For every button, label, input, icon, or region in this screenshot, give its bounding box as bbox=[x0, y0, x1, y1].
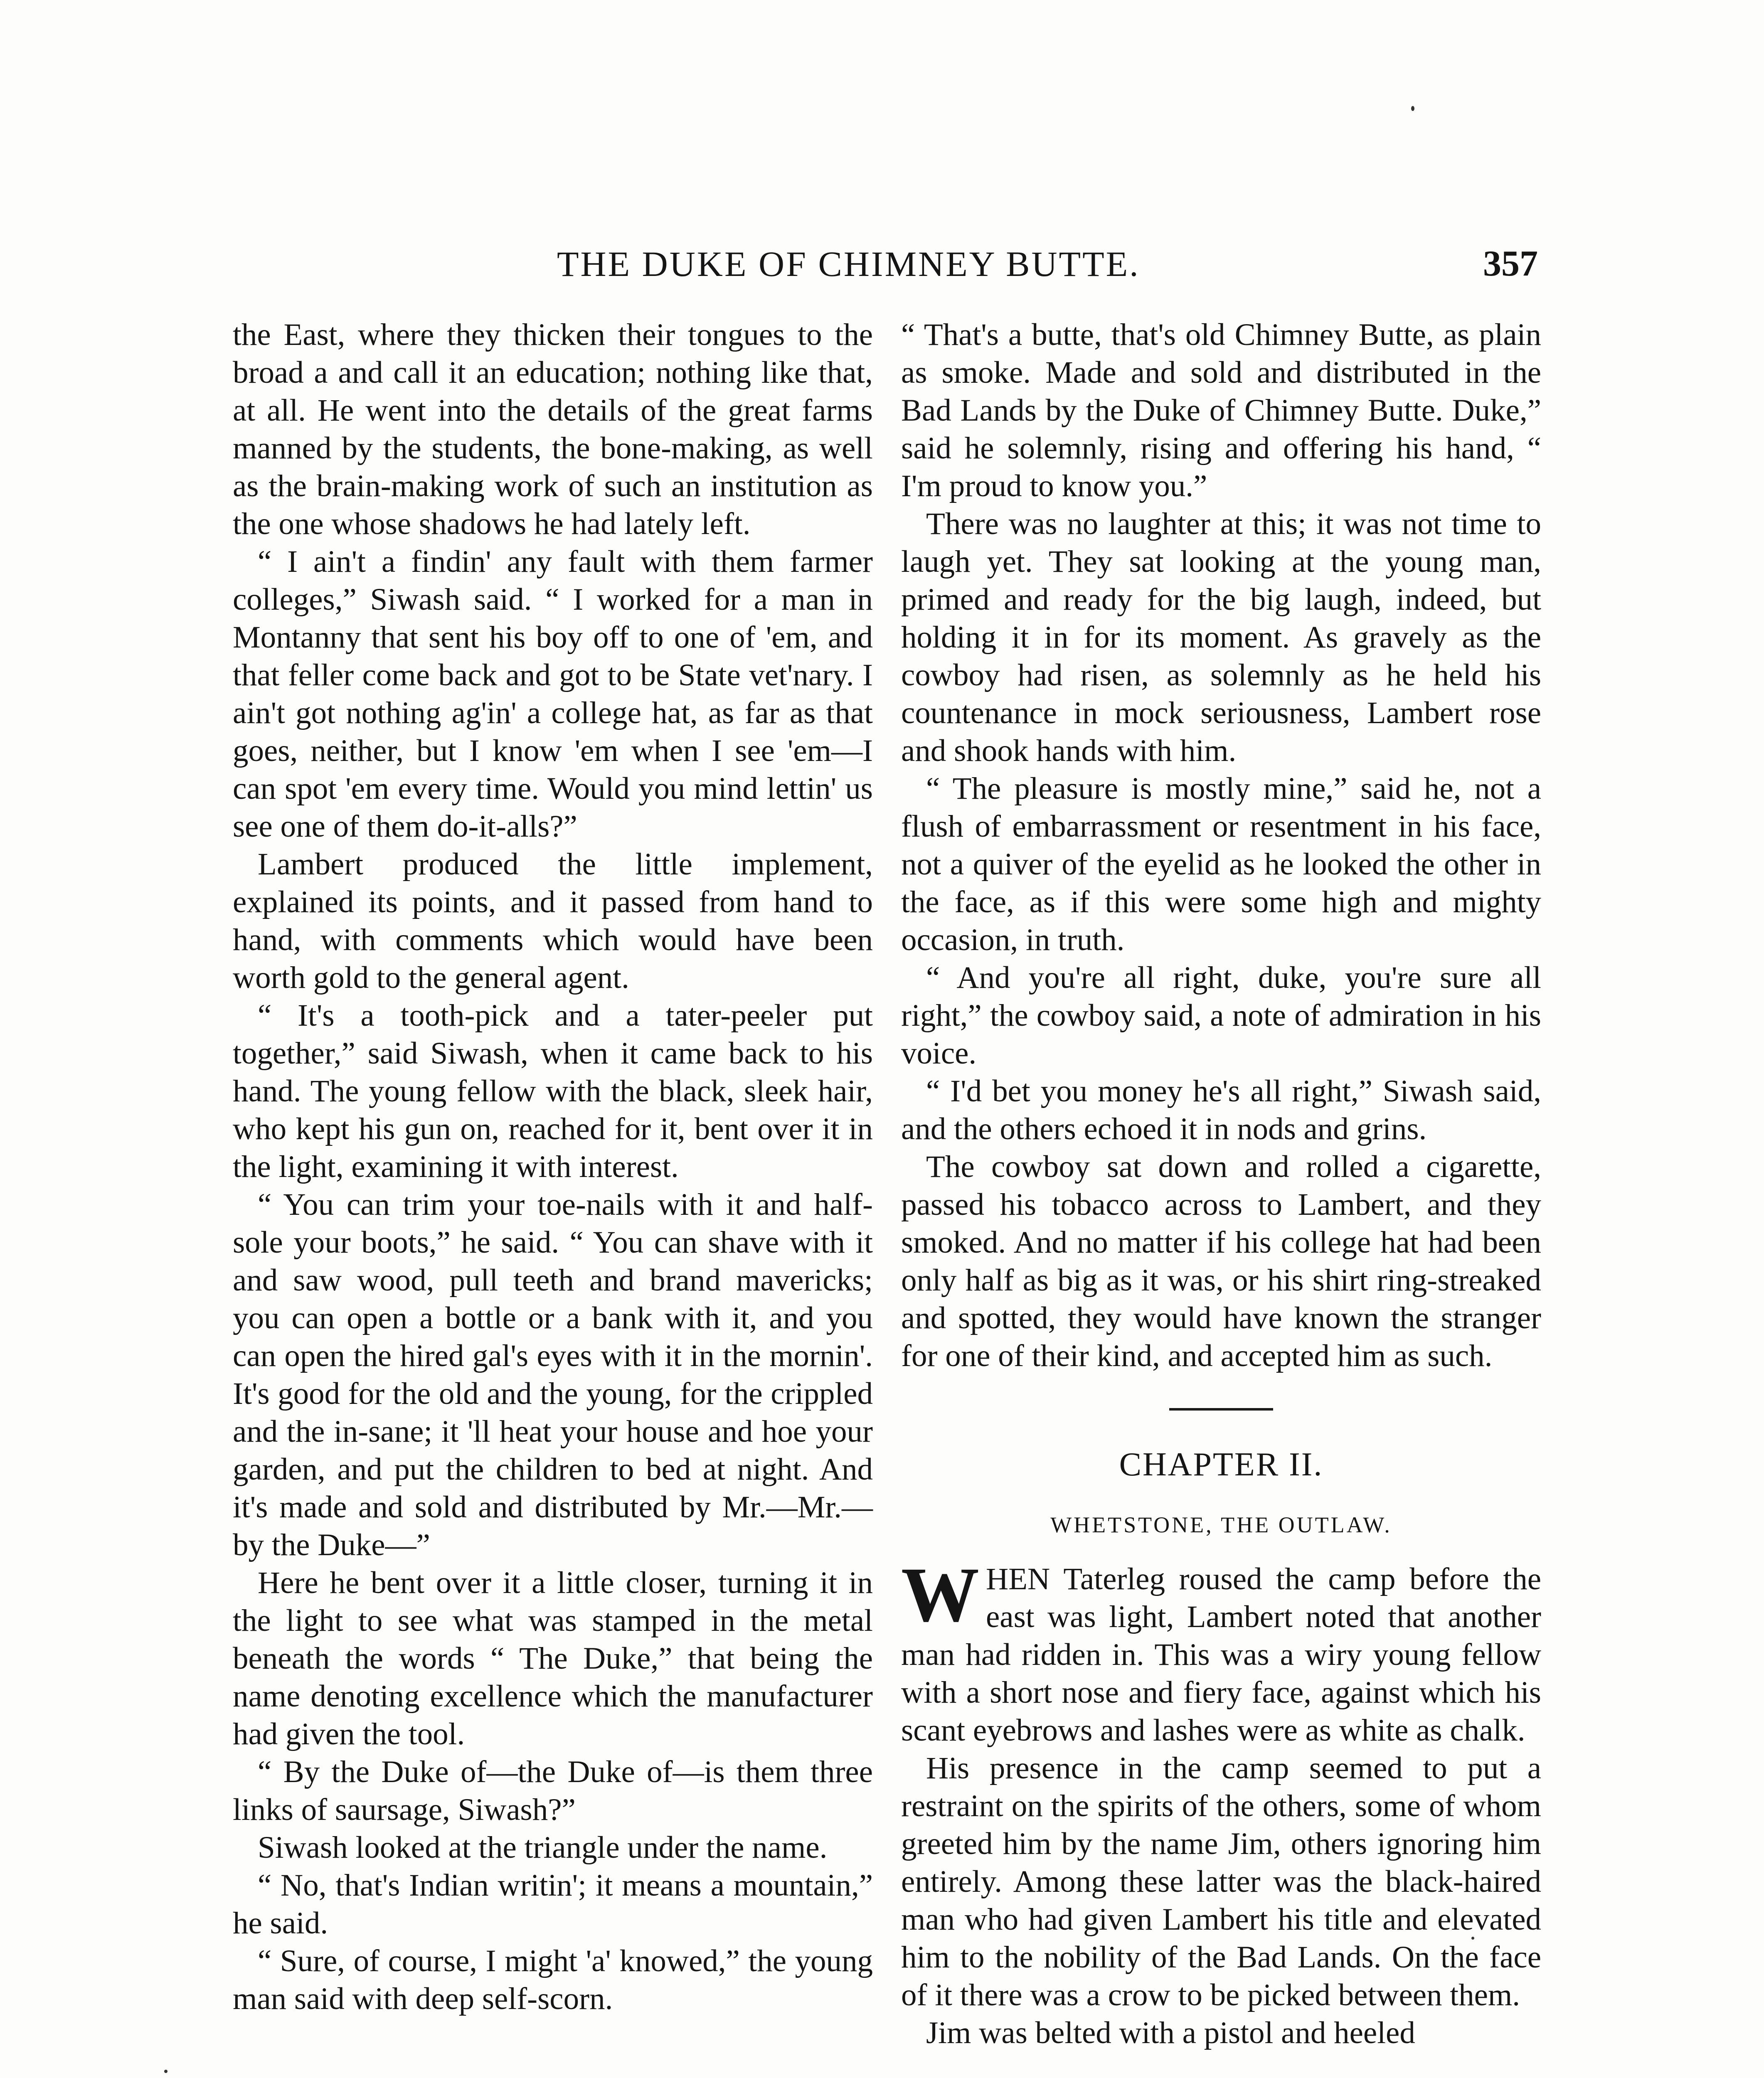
paragraph: There was no laughter at this; it was not time to laugh yet. They sat looking at the young man, primed and ready for the big laugh, indeed, but holding it in for its moment. As gravely as the cowboy had risen, as solemnly as he held his countenance in mock seriousness, Lambert rose and shook hands with him. bbox=[901, 507, 1541, 768]
left-column bbox=[233, 316, 873, 2018]
ink-speck bbox=[164, 2070, 168, 2073]
paragraph: Lambert produced the little implement, explained its points, and it passed from hand to hand, with comments which would have been worth gold to the general agent. bbox=[233, 847, 873, 995]
paragraph: Siwash looked at the triangle under the name. bbox=[258, 1830, 828, 1865]
running-head bbox=[233, 241, 1538, 287]
ink-speck bbox=[1471, 1937, 1474, 1940]
chapter-subtitle: WHETSTONE, THE OUTLAW. bbox=[1050, 1512, 1392, 1537]
paragraph: “ And you're all right, duke, you're sure all right,” the cowboy said, a note of admiration in his voice. bbox=[901, 960, 1541, 1071]
chapter-opening-paragraph bbox=[901, 1551, 1541, 1749]
ink-speck bbox=[1411, 106, 1414, 111]
paragraph: “ It's a tooth-pick and a tater-peeler put together,” said Siwash, when it came back to his hand. The young fellow with the black, sleek hair, who kept his gun on, reached for it, bent over it in the light, examining it with interest. bbox=[233, 998, 873, 1184]
paragraph: “ By the Duke of—the Duke of—is them three links of saursage, Siwash?” bbox=[233, 1755, 873, 1827]
paragraph: “ No, that's Indian writin'; it means a mountain,” he said. bbox=[233, 1868, 873, 1940]
paragraph: “ I ain't a findin' any fault with them farmer colleges,” Siwash said. “ I worked for a man in Montanny that sent his boy off to one of 'em, and that feller come back and got to be State vet'nary. I ain't got nothing ag'in' a college hat, as far as that goes, neither, but I know 'em when I see 'em—I can spot 'em every time. Would you mind lettin' us see one of them do-it-alls?” bbox=[233, 544, 873, 844]
section-divider bbox=[1169, 1408, 1273, 1411]
paragraph: “ That's a butte, that's old Chimney Butte, as plain as smoke. Made and sold and distributed in the Bad Lands by the Duke of Chimney Butte. Duke,” said he solemnly, rising and offering his hand, “ I'm proud to know you.” bbox=[901, 318, 1541, 503]
paragraph: His presence in the camp seemed to put a restraint on the spirits of the others, some of whom greeted him by the name Jim, others ignoring him entirely. Among these latter was the black-haired man who had given Lambert his title and elevated him to the nobility of the Bad Lands. On the face of it there was a crow to be picked between them. bbox=[901, 1751, 1541, 2012]
running-title: THE DUKE OF CHIMNEY BUTTE. bbox=[557, 244, 1140, 284]
drop-cap: W bbox=[901, 1551, 979, 1638]
paragraph: the East, where they thicken their tongues to the broad a and call it an education; nothing like that, at all. He went into the details of the great farms manned by the students, the bone-making, as well as the brain-making work of such an institution as the one whose shadows he had lately left. bbox=[233, 318, 873, 541]
paragraph: “ The pleasure is mostly mine,” said he, not a flush of embarrassment or resentment in his face, not a quiver of the eyelid as he looked the other in the face, as if this were some high and mighty occasion, in truth. bbox=[901, 771, 1541, 957]
page-number: 357 bbox=[1483, 244, 1538, 284]
paragraph: The cowboy sat down and rolled a cigarette, passed his tobacco across to Lambert, and they smoked. And no matter if his college hat had been only half as big as it was, or his shirt ring-streaked and spotted, they would have known the stranger for one of their kind, and accepted him as such. bbox=[901, 1150, 1541, 1373]
paragraph: “ You can trim your toe-nails with it and half-sole your boots,” he said. “ You can shave with it and saw wood, pull teeth and brand mavericks; you can open a bottle or a bank with it, and you can open the hired gal's eyes with it in the mornin'. It's good for the old and the young, for the crippled and the in-sane; it 'll heat your house and hoe your garden, and put the children to bed at night. And it's made and sold and distributed by Mr.—Mr.—by the Duke—” bbox=[233, 1187, 873, 1562]
paragraph: “ I'd bet you money he's all right,” Siwash said, and the others echoed it in nods and grins. bbox=[901, 1074, 1541, 1146]
right-column bbox=[901, 316, 1541, 2052]
paragraph: Here he bent over it a little closer, turning it in the light to see what was stamped in the metal beneath the words “ The Duke,” that being the name denoting excellence which the manufacturer had given the tool. bbox=[233, 1566, 873, 1751]
paragraph: Jim was belted with a pistol and heeled bbox=[926, 2016, 1415, 2050]
chapter-opening-text: HEN Taterleg roused the camp before the east was light, Lambert noted that another man had ridden in. This was a wiry young fellow with a short nose and fiery face, against which his scant eyebrows and lashes were as white as chalk. bbox=[901, 1562, 1541, 1748]
paragraph: “ Sure, of course, I might 'a' knowed,” the young man said with deep self-scorn. bbox=[233, 1944, 873, 2016]
chapter-title: CHAPTER II. bbox=[1119, 1446, 1323, 1483]
